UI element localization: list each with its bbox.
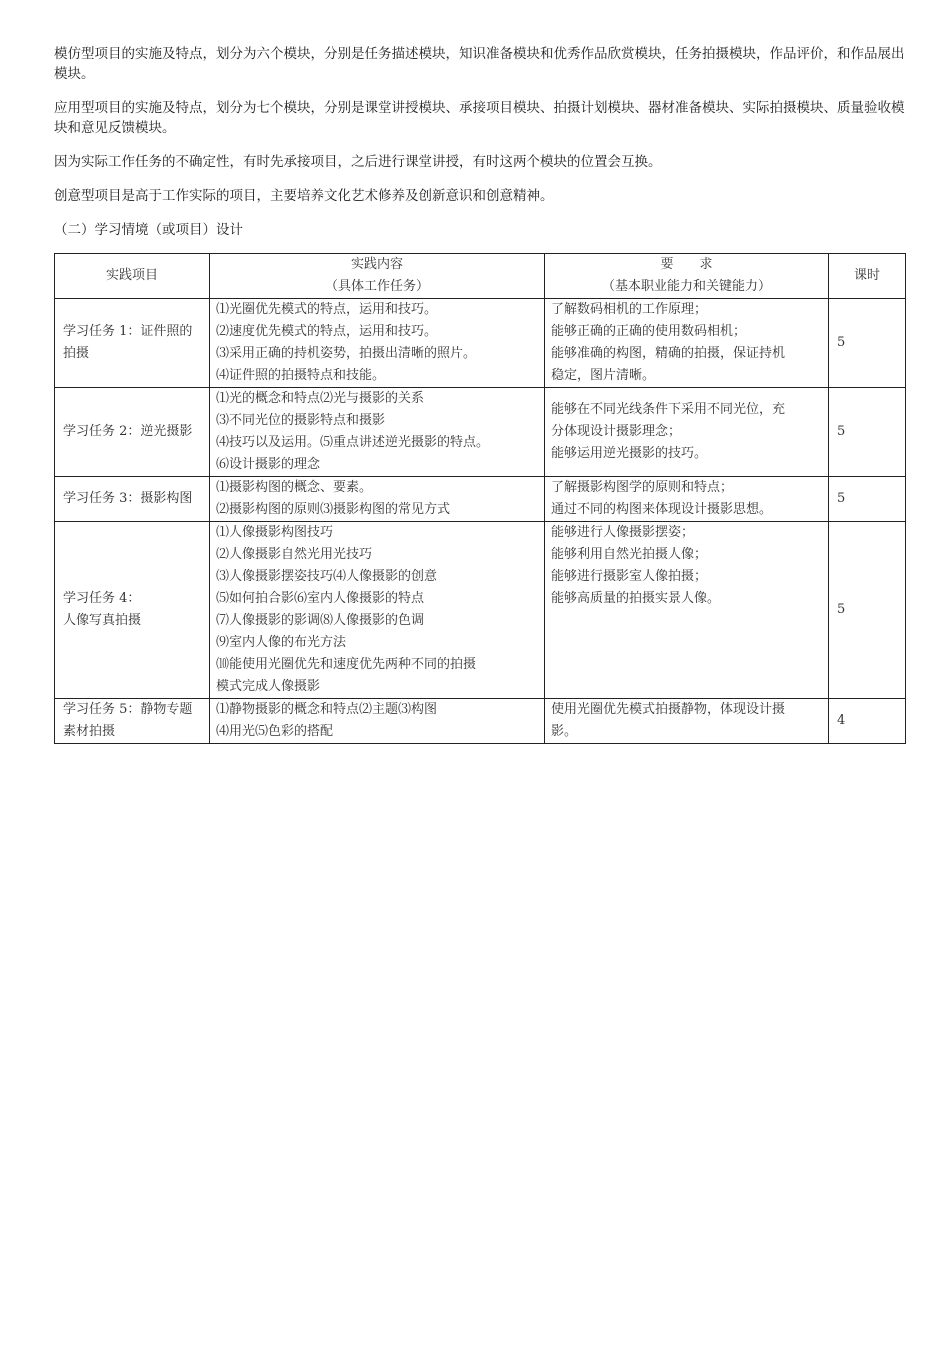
content-line: ⑵人像摄影自然光用光技巧	[216, 547, 373, 562]
paragraph-creative-projects: 创意型项目是高于工作实际的项目，主要培养文化艺术修养及创新意识和创意精神。	[54, 188, 554, 204]
content-line: ⑽能使用光圈优先和速度优先两种不同的拍摄	[216, 657, 477, 672]
cell-project	[55, 477, 210, 522]
requirement-line: 能够正确的正确的使用数码相机；	[551, 324, 747, 339]
paragraph-imitation-projects: 模仿型项目的实施及特点，划分为六个模块，分别是任务描述模块，知识准备模块和优秀作品欣赏模块，任务拍摄模块，作品评价，和作品展出模块。	[54, 46, 905, 82]
project-line: 学习任务 4：	[63, 591, 141, 606]
project-line: 拍摄	[63, 346, 90, 361]
cell-requirements	[545, 522, 829, 699]
cell-hours: 4	[829, 699, 906, 744]
table-row	[55, 522, 906, 699]
paragraph-module-order: 因为实际工作任务的不确定性，有时先承接项目，之后进行课堂讲授，有时这两个模块的位置会互换。	[54, 154, 662, 170]
project-line: 学习任务 1：证件照的	[63, 324, 193, 339]
content-line: ⑸如何拍合影⑹室内人像摄影的特点	[216, 591, 425, 606]
cell-project	[55, 299, 210, 388]
project-line: 学习任务 2：逆光摄影	[63, 424, 193, 439]
table-row	[55, 388, 906, 477]
header-content	[210, 254, 545, 299]
cell-requirements	[545, 299, 829, 388]
content-line: ⑼室内人像的布光方法	[216, 635, 347, 650]
project-line: 人像写真拍摄	[63, 613, 142, 628]
content-line: ⑴静物摄影的概念和特点⑵主题⑶构图	[216, 702, 438, 717]
cell-hours: 5	[829, 522, 906, 699]
requirement-line: 影。	[551, 724, 578, 739]
section-title: （二）学习情境（或项目）设计	[54, 222, 243, 238]
paragraph-application-projects: 应用型项目的实施及特点，划分为七个模块，分别是课堂讲授模块、承接项目模块、拍摄计划模块、器材准备模块、实际拍摄模块、质量验收模块和意见反馈模块。	[54, 100, 905, 136]
content-line: ⑴光的概念和特点⑵光与摄影的关系	[216, 391, 425, 406]
content-line: ⑺人像摄影的影调⑻人像摄影的色调	[216, 613, 425, 628]
requirement-line: 能够运用逆光摄影的技巧。	[551, 446, 708, 461]
cell-project	[55, 522, 210, 699]
table-row	[55, 699, 906, 744]
content-line: ⑹设计摄影的理念	[216, 457, 321, 472]
content-line: ⑶采用正确的持机姿势，拍摄出清晰的照片。	[216, 346, 477, 361]
requirement-line: 能够高质量的拍摄实景人像。	[551, 591, 721, 606]
header-requirements-title: 要 求	[660, 257, 713, 272]
requirement-line: 能够准确的构图，精确的拍摄，保证持机	[551, 346, 786, 361]
cell-requirements	[545, 388, 829, 477]
requirement-line: 了解数码相机的工作原理；	[551, 302, 708, 317]
requirement-line: 能够进行摄影室人像拍摄；	[551, 569, 708, 584]
cell-content	[210, 477, 545, 522]
project-line: 素材拍摄	[63, 724, 116, 739]
content-line: ⑷技巧以及运用。⑸重点讲述逆光摄影的特点。	[216, 435, 490, 450]
cell-requirements	[545, 699, 829, 744]
cell-project	[55, 388, 210, 477]
cell-content	[210, 388, 545, 477]
requirement-line: 通过不同的构图来体现设计摄影思想。	[551, 502, 773, 517]
requirement-line: 了解摄影构图学的原则和特点；	[551, 480, 734, 495]
table-row	[55, 299, 906, 388]
cell-requirements	[545, 477, 829, 522]
cell-content	[210, 699, 545, 744]
document-page	[54, 44, 906, 744]
requirement-line: 分体现设计摄影理念；	[551, 424, 682, 439]
header-project: 实践项目	[55, 254, 210, 299]
content-line: ⑵速度优先模式的特点，运用和技巧。	[216, 324, 438, 339]
cell-hours: 5	[829, 299, 906, 388]
requirement-line: 使用光圈优先模式拍摄静物，体现设计摄	[551, 702, 786, 717]
header-content-title: 实践内容	[350, 257, 403, 272]
content-line: ⑷用光⑸色彩的搭配	[216, 724, 334, 739]
content-line: 模式完成人像摄影	[216, 679, 321, 694]
header-requirements-subtitle: （基本职业能力和关键能力）	[601, 279, 771, 294]
content-line: ⑵摄影构图的原则⑶摄影构图的常见方式	[216, 502, 451, 517]
cell-content	[210, 299, 545, 388]
header-content-subtitle: （具体工作任务）	[324, 279, 429, 294]
requirement-line: 稳定，图片清晰。	[551, 368, 656, 383]
table-header-row	[55, 254, 906, 299]
header-requirements	[545, 254, 829, 299]
cell-hours: 5	[829, 388, 906, 477]
content-line: ⑴摄影构图的概念、要素。	[216, 480, 373, 495]
learning-situation-table	[54, 253, 906, 744]
cell-project	[55, 699, 210, 744]
content-line: ⑶不同光位的摄影特点和摄影	[216, 413, 386, 428]
requirement-line: 能够进行人像摄影摆姿；	[551, 525, 695, 540]
content-line: ⑷证件照的拍摄特点和技能。	[216, 368, 386, 383]
cell-content	[210, 522, 545, 699]
content-line: ⑴人像摄影构图技巧	[216, 525, 334, 540]
table-row	[55, 477, 906, 522]
content-line: ⑴光圈优先模式的特点，运用和技巧。	[216, 302, 438, 317]
cell-hours: 5	[829, 477, 906, 522]
header-hours: 课时	[829, 254, 906, 299]
project-line: 学习任务 3：摄影构图	[63, 491, 193, 506]
project-line: 学习任务 5：静物专题	[63, 702, 193, 717]
requirement-line: 能够利用自然光拍摄人像；	[551, 547, 708, 562]
content-line: ⑶人像摄影摆姿技巧⑷人像摄影的创意	[216, 569, 438, 584]
requirement-line: 能够在不同光线条件下采用不同光位，充	[551, 402, 786, 417]
